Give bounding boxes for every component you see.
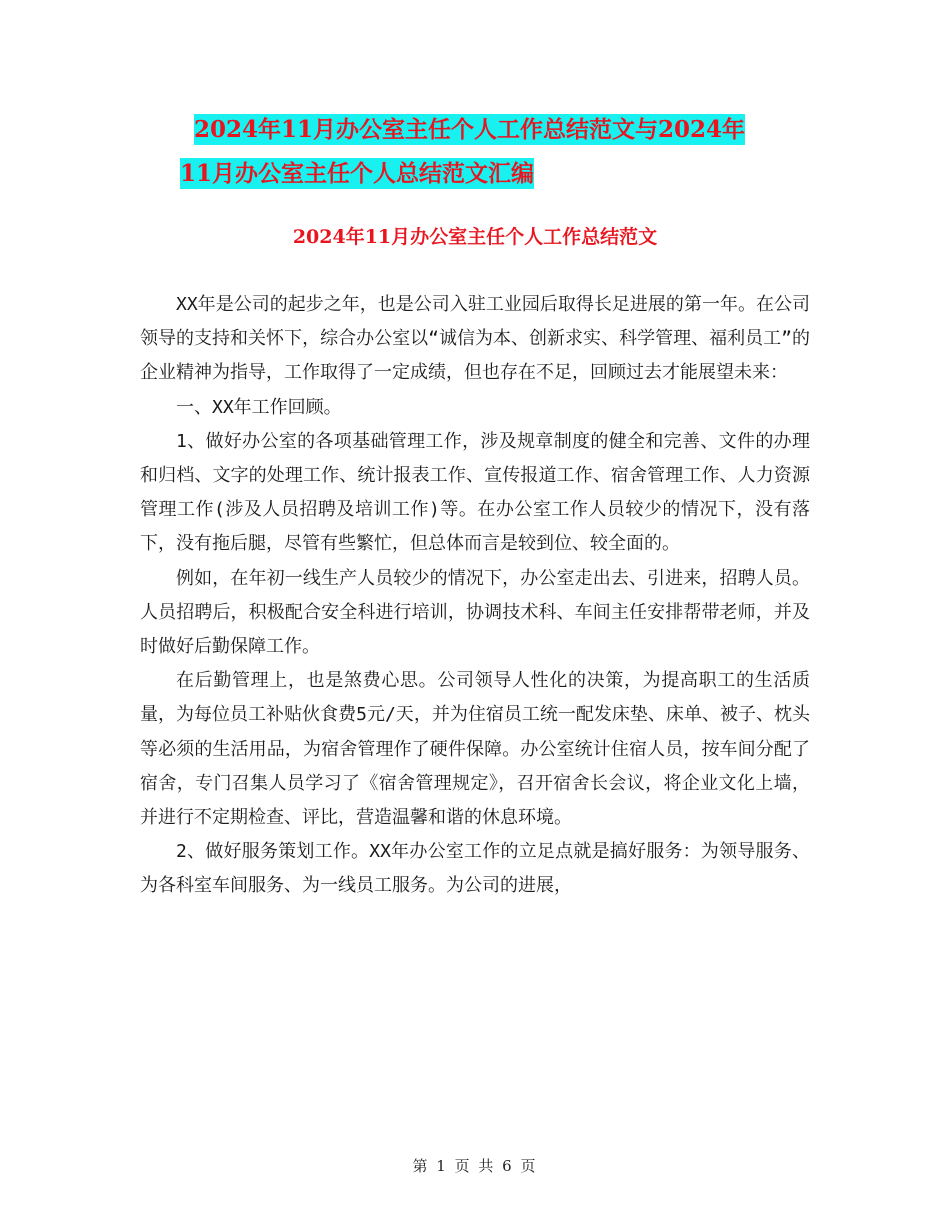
document-title <box>140 108 820 196</box>
paragraph: XX年是公司的起步之年，也是公司入驻工业园后取得长足进展的第一年。在公司领导的支持和关怀下，综合办公室以“诚信为本、创新求实、科学管理、福利员工”的企业精神为指导，工作取得了一定成绩，但也存在不足，回顾过去才能展望未来： <box>140 294 810 384</box>
paragraph: 一、XX年工作回顾。 <box>176 396 342 418</box>
paragraph: 在后勤管理上，也是煞费心思。公司领导人性化的决策，为提高职工的生活质量，为每位员工补贴伙食费5元/天，并为住宿员工统一配发床垫、床单、被子、枕头等必须的生活用品，为宿舍管理作了硬件保障。办公室统计住宿人员，按车间分配了宿舍，专门召集人员学习了《宿舍管理规定》，召开宿舍长会议，将企业文化上墙，并进行不定期检查、评比，营造温馨和谐的休息环境。 <box>140 670 810 829</box>
document-title-line-2: 11月办公室主任个人总结范文汇编 <box>180 160 535 187</box>
page-number-footer: 第 1 页 共 6 页 <box>412 1157 538 1175</box>
body-text <box>140 288 810 904</box>
paragraph: 例如，在年初一线生产人员较少的情况下，办公室走出去、引进来，招聘人员。人员招聘后，积极配合安全科进行培训，协调技术科、车间主任安排帮带老师，并及时做好后勤保障工作。 <box>140 567 810 658</box>
document-title-line-1: 2024年11月办公室主任个人工作总结范文与2024年 <box>194 116 746 143</box>
paragraph: 2、做好服务策划工作。XX年办公室工作的立足点就是搞好服务：为领导服务、为各科室车间服务、为一线员工服务。为公司的进展， <box>140 841 810 897</box>
paragraph: 1、做好办公室的各项基础管理工作，涉及规章制度的健全和完善、文件的办理和归档、文字的处理工作、统计报表工作、宣传报道工作、宿舍管理工作、人力资源管理工作(涉及人员招聘及培训工作)等。在办公室工作人员较少的情况下，没有落下，没有拖后腿，尽管有些繁忙，但总体而言是较到位、较全面的。 <box>140 430 810 555</box>
section-title: 2024年11月办公室主任个人工作总结范文 <box>292 226 658 248</box>
